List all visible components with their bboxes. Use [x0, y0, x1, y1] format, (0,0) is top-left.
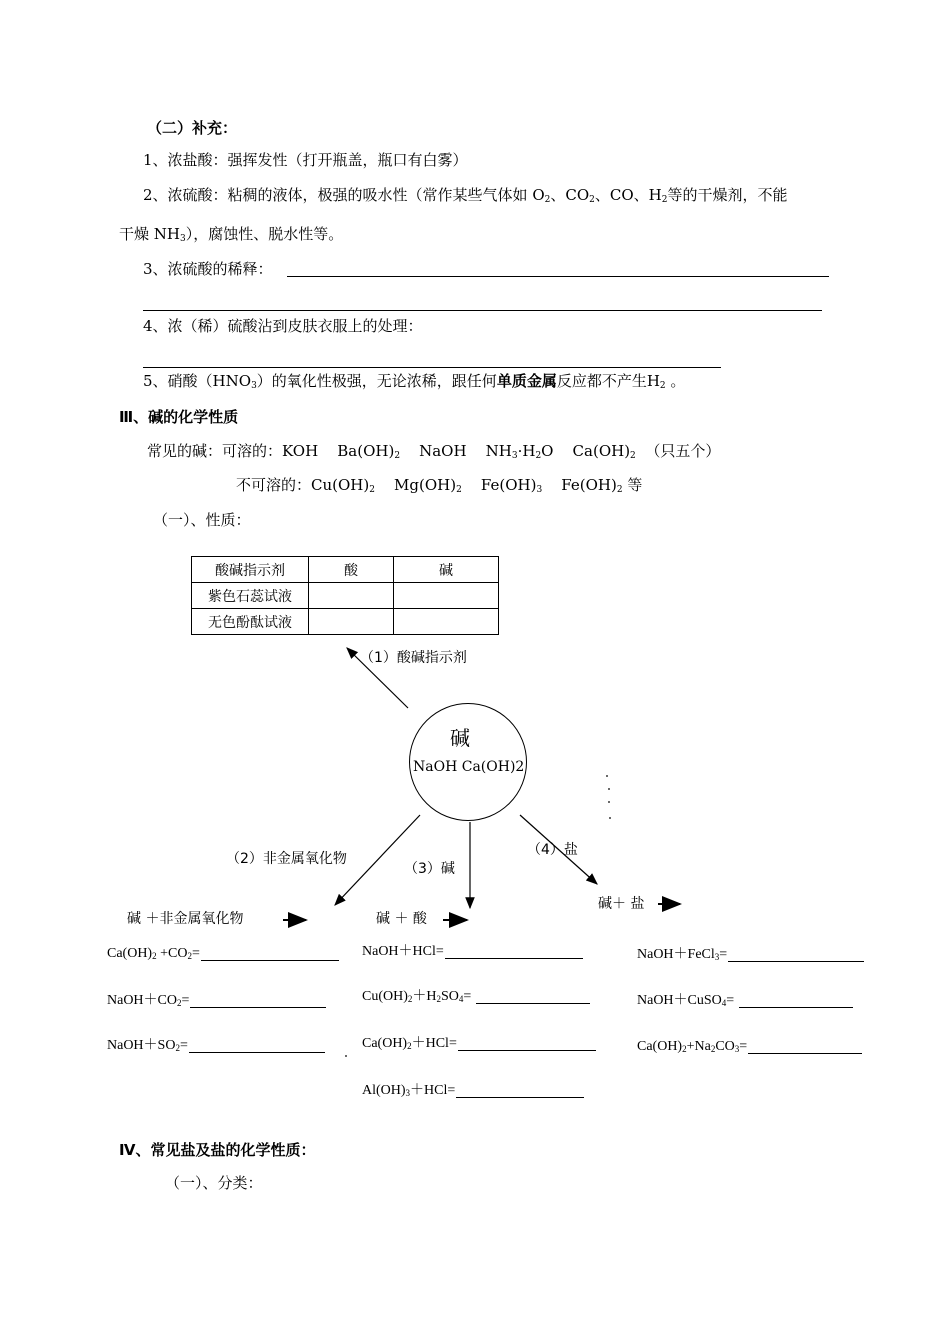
- answer-blank[interactable]: [456, 1083, 584, 1098]
- circle-subtitle: NaOH Ca(OH)2: [413, 759, 525, 775]
- stray-dot: [345, 1055, 347, 1057]
- circle-title: 碱: [450, 726, 470, 750]
- item-4: 4、浓（稀）硫酸沾到皮肤衣服上的处理：: [143, 317, 423, 335]
- equation: $Ca(OH)_2+Na_2CO_3=$: [637, 1039, 862, 1054]
- answer-blank[interactable]: [445, 944, 583, 959]
- answer-blank[interactable]: [189, 1038, 325, 1053]
- item-3: 3、浓硫酸的稀释：: [143, 260, 273, 278]
- equation: $Ca(OH)_2 +CO_2=$: [107, 946, 339, 961]
- insoluble-bases: 不可溶的：$Cu(OH)_2$ $Mg(OH)_2$ $Fe(OH)_3$ $Fe(OH)_2$ 等: [236, 476, 643, 495]
- item-2-continued: 干燥 $NH_3$），腐蚀性、脱水性等。: [119, 225, 344, 244]
- section-heading-salts: Ⅳ、常见盐及盐的化学性质：: [119, 1141, 316, 1159]
- section-heading-bases: Ⅲ、碱的化学性质: [119, 408, 239, 426]
- answer-blank[interactable]: [458, 1036, 596, 1051]
- soluble-bases: 常见的碱：可溶的：KOH $Ba(OH)_2$ NaOH $NH_3\cdot H_2O$ $Ca(OH)_2$ （只五个）: [147, 442, 721, 461]
- stray-dot: [608, 801, 610, 803]
- equation: $Cu(OH)_2+H_2SO_4=$: [362, 989, 590, 1004]
- col-head-nonmetal-oxide: 碱 ＋非金属氧化物: [127, 911, 244, 927]
- classification-label: （一）、分类：: [165, 1174, 263, 1192]
- stray-dot: [609, 817, 611, 819]
- answer-blank[interactable]: [201, 946, 339, 961]
- equation: $NaOH+SO_2=$: [107, 1038, 325, 1053]
- item-5: 5、硝酸$(HNO_3)$的氧化性极强，无论浓稀，跟任何单质金属反应都不产生$H_2$ 。: [143, 372, 686, 391]
- table-cell: 无色酚酞试液: [192, 609, 309, 635]
- item-1: 1、浓盐酸：强挥发性（打开瓶盖，瓶口有白雾）: [143, 151, 468, 169]
- stray-dot: [608, 788, 610, 790]
- item-2: 2、浓硫酸：粘稠的液体，极强的吸水性（常作某些气体如 $O_2$、$CO_2$、CO、$H_2$等的干燥剂，不能: [143, 186, 788, 205]
- stray-dot: [606, 775, 608, 777]
- table-header: 酸碱指示剂: [192, 557, 309, 583]
- equation: NaOH＋CuSO$_4$=: [637, 993, 853, 1008]
- table-header: 碱: [394, 557, 499, 583]
- table-cell: 紫色石蕊试液: [192, 583, 309, 609]
- equation: NaOH＋HCl=: [362, 944, 583, 959]
- col-head-acid: 碱 ＋ 酸: [376, 911, 427, 927]
- answer-blank[interactable]: [190, 993, 326, 1008]
- section-heading-supplement: （二）补充：: [147, 119, 238, 137]
- answer-blank[interactable]: [739, 993, 853, 1008]
- answer-blank[interactable]: [748, 1039, 862, 1054]
- answer-blank[interactable]: [476, 989, 590, 1004]
- label-indicator: （1）酸碱指示剂: [360, 650, 467, 666]
- equation: NaOH＋FeCl$_3$=: [637, 947, 864, 962]
- equation: $Al(OH)_3+HCl=$: [362, 1083, 584, 1098]
- label-salt: （4）盐: [527, 842, 578, 858]
- arrow-nonmetal-oxide: [335, 815, 420, 905]
- label-acid: （3）碱: [404, 861, 455, 877]
- table-header: 酸: [309, 557, 394, 583]
- answer-blank[interactable]: [728, 947, 864, 962]
- properties-label: （一）、性质：: [153, 511, 251, 529]
- col-head-salt: 碱＋ 盐: [598, 896, 645, 912]
- equation: $Ca(OH)_2+HCl=$: [362, 1036, 596, 1051]
- equation: $NaOH+CO_2=$: [107, 993, 326, 1008]
- label-nonmetal-oxide: （2）非金属氧化物: [226, 851, 347, 867]
